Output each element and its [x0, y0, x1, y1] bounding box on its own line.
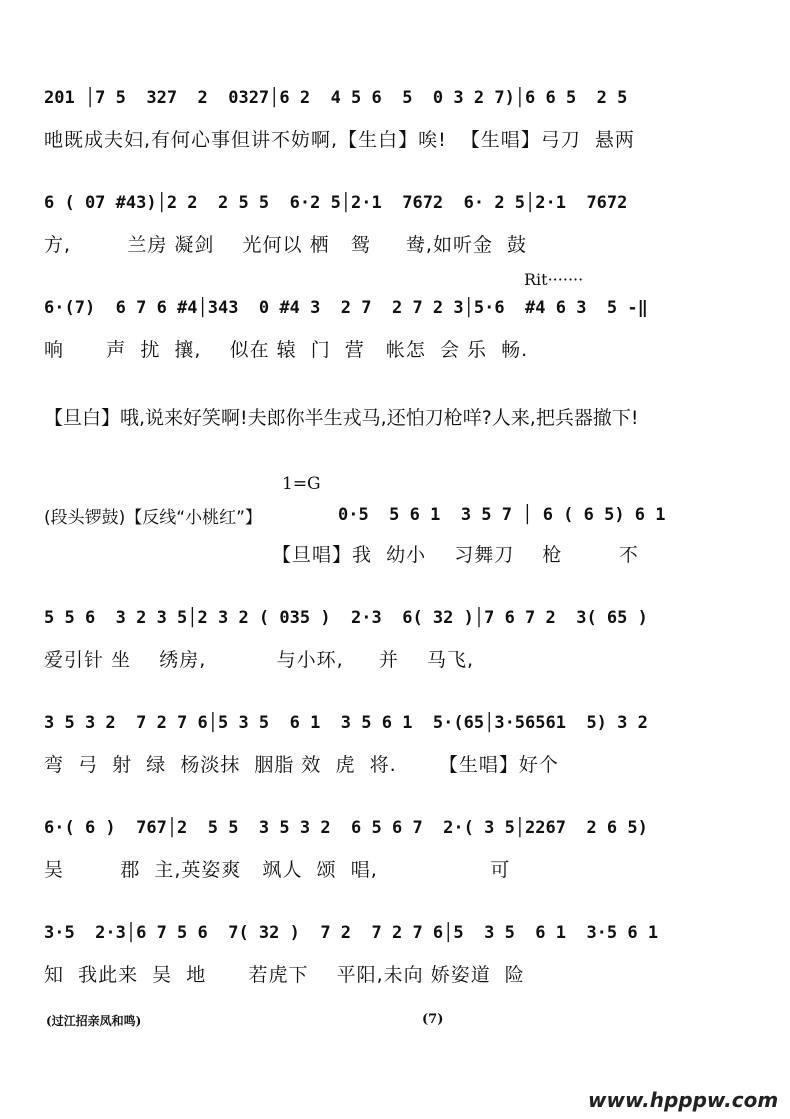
- key-signature: 1=G: [282, 474, 321, 494]
- notation-line-7: 6·( 6 ) 767│2 5 5 3 5 3 2 6 5 6 7 2·( 3 5│2267 2 6 5): [44, 818, 648, 838]
- lyrics-line-5: 爱引针 坐 绣房, 与小环, 并 马飞,: [44, 649, 475, 671]
- notation-line-3: 6·(7) 6 7 6 #4│343 0 #4 3 2 7 2 7 2 3│5·6 #4 6 3 5 -‖: [44, 298, 648, 318]
- spoken-dialogue: 【旦白】哦,说来好笑啊!夫郎你半生戎马,还怕刀枪咩?人来,把兵器撤下!: [44, 407, 639, 429]
- lyrics-line-3: 响 声 扰 攘, 似在 辕 门 营 帐怎 会 乐 畅.: [44, 339, 529, 361]
- section-intro: (段头锣鼓)【反线“小桃红”】: [44, 508, 262, 528]
- notation-line-1: 201 │7 5 327 2 0327│6 2 4 5 6 5 0 3 2 7)│6 6 5 2 5: [44, 88, 628, 108]
- lyrics-line-7: 吴 郡 主,英姿爽 飒人 颂 唱, 可: [44, 859, 511, 881]
- notation-line-2: 6 ( 07 #43)│2 2 2 5 5 6·2 5│2·1 7672 6· 2 5│2·1 7672: [44, 193, 628, 213]
- lyrics-line-2: 方, 兰房 凝剑 光何以 栖 鸳 鸯,如听金 鼓: [44, 234, 528, 256]
- page-number: (7): [422, 1012, 444, 1027]
- site-watermark: www.hpppw.com: [588, 1088, 779, 1112]
- notation-line-6: 3 5 3 2 7 2 7 6│5 3 5 6 1 3 5 6 1 5·(65│3·56561 5) 3 2: [44, 713, 648, 733]
- footer-title: (过江招亲凤和鸣): [46, 1014, 142, 1028]
- notation-line-4: 0·5 5 6 1 3 5 7 │ 6 ( 6 5) 6 1: [338, 505, 666, 525]
- lyrics-line-8: 知 我此来 吴 地 若虎下 平阳,未向 娇姿道 险: [44, 964, 525, 986]
- lyrics-line-6: 弯 弓 射 绿 杨淡抹 胭脂 效 虎 将. 【生唱】好个: [44, 754, 559, 776]
- notation-line-8: 3·5 2·3│6 7 5 6 7( 32 ) 7 2 7 2 7 6│5 3 5 6 1 3·5 6 1: [44, 923, 659, 943]
- lyrics-line-1: 吔既成夫妇,有何心事但讲不妨啊,【生白】唉! 【生唱】弓刀 悬两: [44, 129, 635, 151]
- lyrics-line-4: 【旦唱】我 幼小 习舞刀 枪 不: [272, 544, 639, 566]
- ritardando-marking: Rit·······: [524, 270, 584, 289]
- notation-line-5: 5 5 6 3 2 3 5│2 3 2 ( 035 ) 2·3 6( 32 )│7 6 7 2 3( 65 ): [44, 608, 648, 628]
